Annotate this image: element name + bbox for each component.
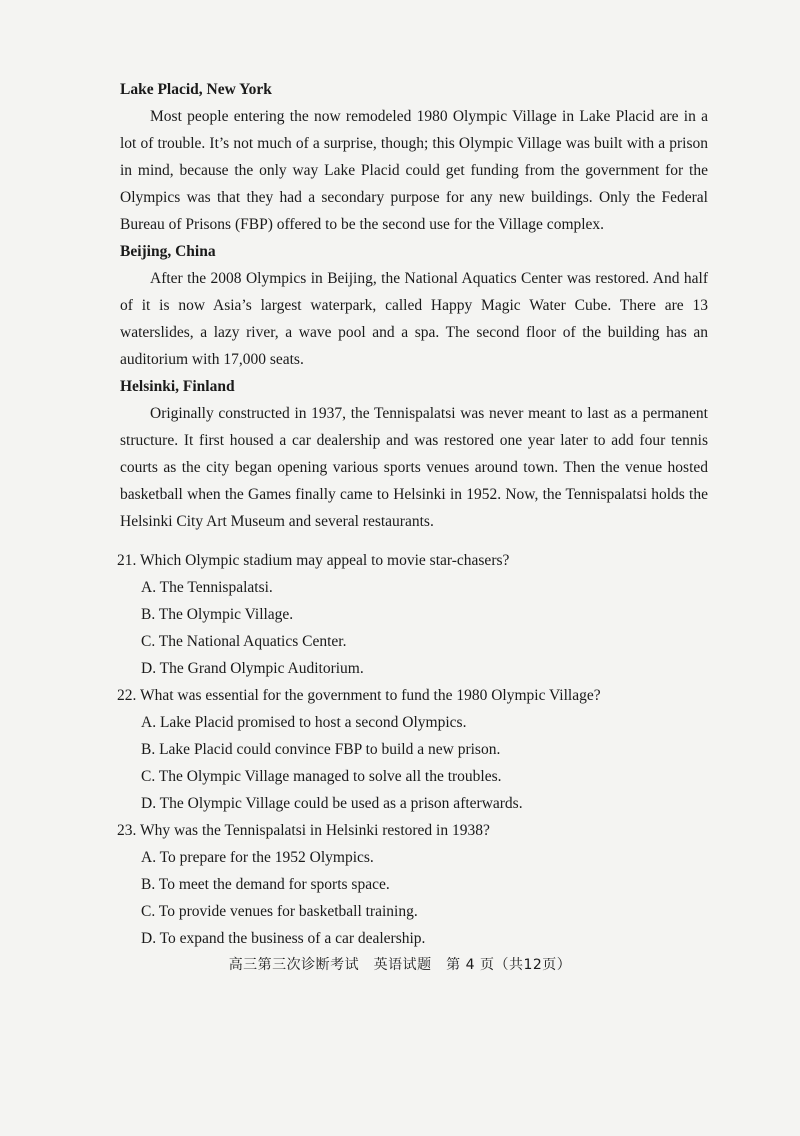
question-21	[117, 547, 708, 682]
section-heading: Helsinki, Finland	[120, 378, 235, 395]
section-beijing	[120, 238, 708, 373]
answer-option-a: A. Lake Placid promised to host a second Olympics.	[141, 714, 467, 731]
question-22	[117, 682, 708, 817]
section-lake-placid	[120, 76, 708, 238]
page-footer: 高三第三次诊断考试 英语试题 第 4 页（共12页）	[228, 957, 572, 973]
answer-option-a: A. The Tennispalatsi.	[141, 579, 273, 596]
section-heading: Beijing, China	[120, 243, 216, 260]
answer-option-d: D. To expand the business of a car dealership.	[141, 930, 426, 947]
answer-option-c: C. To provide venues for basketball training.	[141, 903, 418, 920]
question-stem: 23. Why was the Tennispalatsi in Helsinki restored in 1938?	[117, 822, 490, 839]
answer-option-a: A. To prepare for the 1952 Olympics.	[141, 849, 374, 866]
question-23	[117, 817, 708, 952]
question-stem: 22. What was essential for the government to fund the 1980 Olympic Village?	[117, 687, 601, 704]
answer-option-c: C. The National Aquatics Center.	[141, 633, 347, 650]
section-paragraph: Originally constructed in 1937, the Tennispalatsi was never meant to last as a permanent structure. It first housed a car dealership and was restored one year later to add four tennis courts as the city began opening various sports venues around town. Then the venue hosted basketball when the Games finally came to Helsinki in 1952. Now, the Tennispalatsi holds the Helsinki City Art Museum and several restaurants.	[120, 405, 708, 530]
question-stem: 21. Which Olympic stadium may appeal to movie star-chasers?	[117, 552, 510, 569]
section-paragraph: After the 2008 Olympics in Beijing, the National Aquatics Center was restored. And half of it is now Asia’s largest waterpark, called Happy Magic Water Cube. There are 13 waterslides, a lazy river, a wave pool and a spa. The second floor of the building has an auditorium with 17,000 seats.	[120, 270, 708, 368]
question-list	[117, 547, 708, 952]
section-helsinki	[120, 373, 708, 535]
answer-option-c: C. The Olympic Village managed to solve all the troubles.	[141, 768, 502, 785]
answer-option-d: D. The Olympic Village could be used as a prison afterwards.	[141, 795, 523, 812]
section-paragraph: Most people entering the now remodeled 1980 Olympic Village in Lake Placid are in a lot of trouble. It’s not much of a surprise, though; this Olympic Village was built with a prison in mind, because the only way Lake Placid could get funding from the government for the Olympics was that they had a secondary purpose for any new buildings. Only the Federal Bureau of Prisons (FBP) offered to be the second use for the Village complex.	[120, 108, 708, 233]
answer-option-b: B. Lake Placid could convince FBP to build a new prison.	[141, 741, 501, 758]
answer-option-d: D. The Grand Olympic Auditorium.	[141, 660, 364, 677]
section-heading: Lake Placid, New York	[120, 81, 272, 98]
answer-option-b: B. The Olympic Village.	[141, 606, 294, 623]
answer-option-b: B. To meet the demand for sports space.	[141, 876, 390, 893]
